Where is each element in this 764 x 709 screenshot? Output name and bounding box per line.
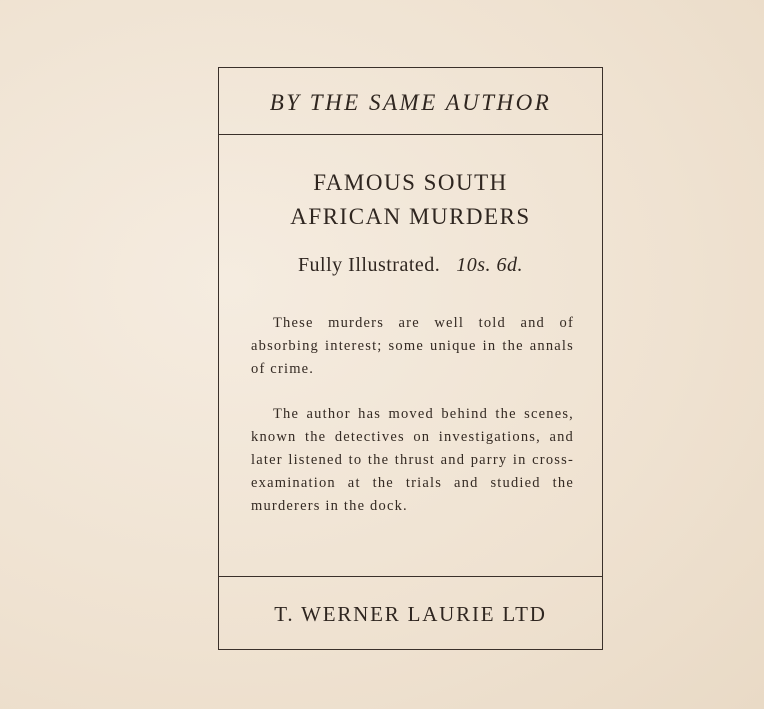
book-price: 10s. 6d. [456,254,524,276]
description-paragraph-2: The author has moved behind the scenes, known the detectives on investigations, and later listened to the thrust and parry in cross-examination at the trials and studied the murderers in the dock. [251,405,574,514]
footer-band [219,576,602,649]
description-paragraph-1: These murders are well told and of absorbing interest; some unique in the annals of crime. [251,314,574,377]
advertisement-frame [218,67,603,650]
header-text: BY THE SAME AUTHOR [269,90,552,115]
book-title-line-2: AFRICAN MURDERS [290,204,531,229]
book-subtitle: Fully Illustrated. [297,254,441,276]
book-title-line-1: FAMOUS SOUTH [313,170,508,195]
subtitle-price-line [219,254,602,277]
header-band [219,68,602,135]
book-title [219,166,602,234]
publisher-name: T. WERNER LAURIE LTD [274,601,547,626]
